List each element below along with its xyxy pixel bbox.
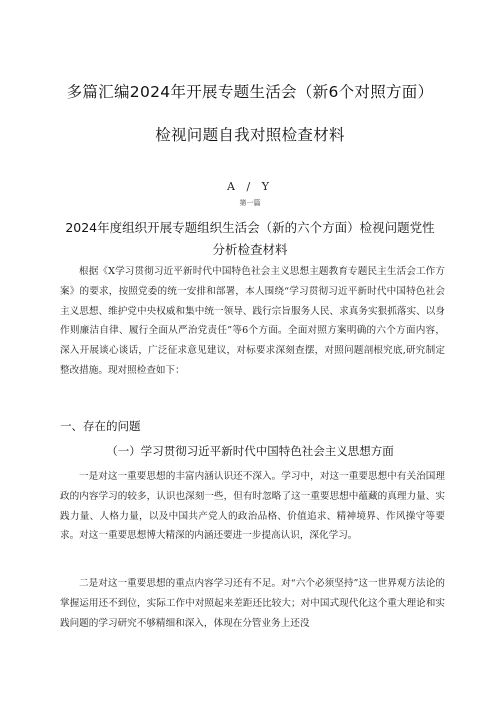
- document-title-line-2: 检视问题自我对照检查材料: [155, 126, 345, 144]
- subtitle-line-1: 2024年度组织开展专题组织生活会（新的六个方面）检视问题党性: [65, 220, 435, 235]
- section-mark: A / Y: [227, 180, 273, 193]
- subsection-heading: （一）学习贯彻习近平新时代中国特色社会主义思想方面: [106, 444, 394, 458]
- body-paragraph-1: 一是对这一重要思想的丰富内涵认识还不深入。学习中，对这一重要思想中有关治国理政的内容学习的较多，认识也深刻一些，但有时忽略了这一重要思想中蕴藏的真理力量、实践力量、人格力量，以及中国共产党人的政治品格、价值追求、精神境界、作风操守等要求。对这一重要思想博大精深的内涵还要进一步提高认识，深化学习。: [60, 471, 445, 542]
- chapter-label: 第一篇: [239, 199, 261, 207]
- subtitle-line-2: 分析检查材料: [212, 242, 288, 257]
- section-heading: 一、存在的问题: [60, 419, 141, 433]
- document-title-line-1: 多篇汇编2024年开展专题生活会（新6个对照方面）: [66, 83, 434, 101]
- intro-paragraph: 根据《X学习贯彻习近平新时代中国特色社会主义思想主题教育专题民主生活会工作方案》的要求，按照党委的统一安排和部署，本人围绕“学习贯彻习近平新时代中国特色社会主义思想、维护党中央权威和集中统一领导、践行宗旨服务人民、求真务实狠抓落实、以身作则廉洁自律、履行全面从严治党责任”等6个方面。全面对照方案明确的六个方面内容，深入开展谈心谈话，广泛征求意见建议，对标要求深刻查摆，对照问题剖根究底,研究制定整改措施。现对照检查如下：: [60, 266, 445, 376]
- body-paragraph-2: 二是对这一重要思想的重点内容学习还有不足。对“六个必须坚持”这一世界观方法论的掌握运用还不到位，实际工作中对照起来差距还比较大；对中国式现代化这个重大理论和实践问题的学习研究不够精细和深入，体现在分管业务上还没: [60, 578, 445, 629]
